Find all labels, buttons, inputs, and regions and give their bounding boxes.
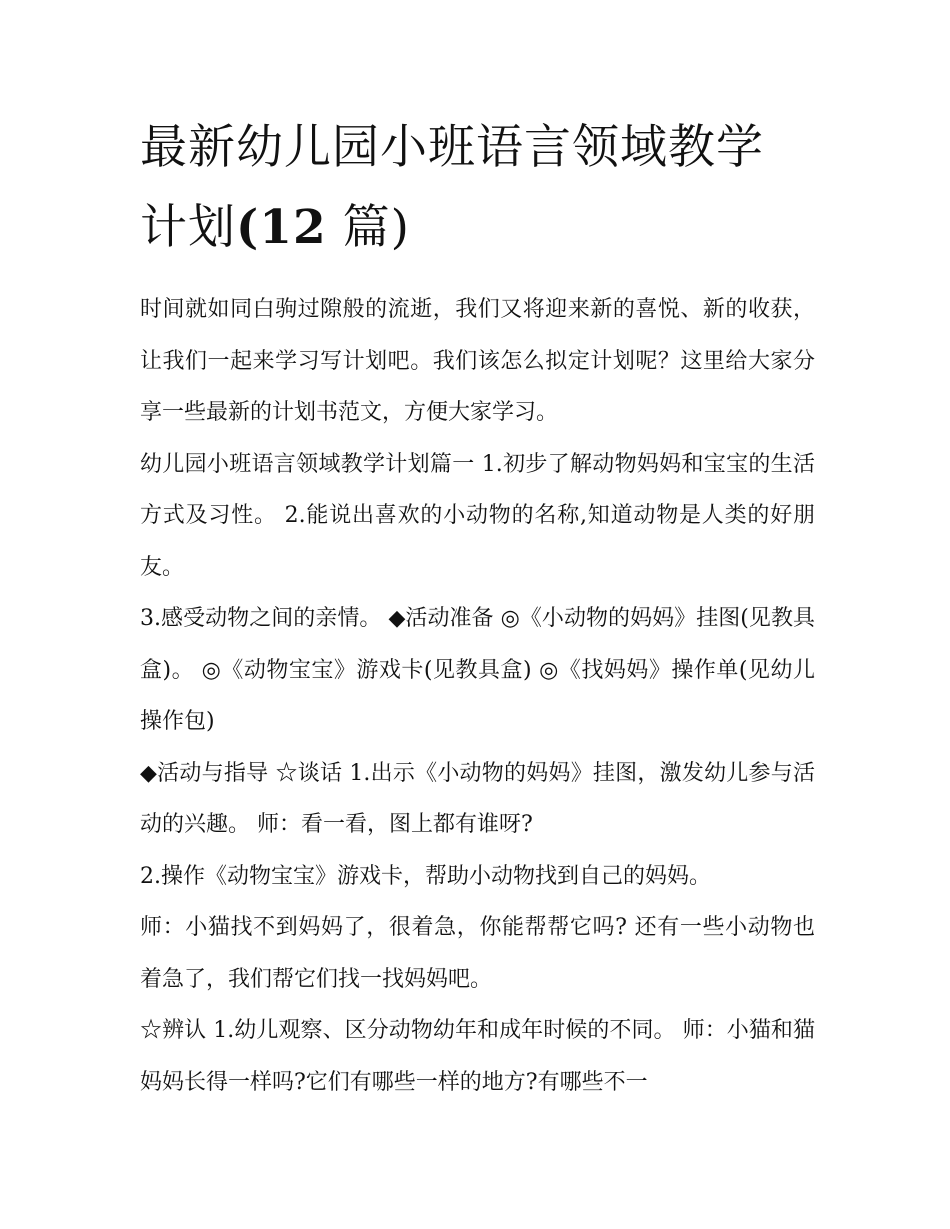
game-card-paragraph: 2.操作《动物宝宝》游戏卡，帮助小动物找到自己的妈妈。 xyxy=(140,863,711,889)
identify-paragraph: ☆辨认 1.幼儿观察、区分动物幼年和成年时候的不同。 师：小猫和猫妈妈长得一样吗?它们有哪些一样的地方?有哪些不一 xyxy=(140,1018,815,1095)
activity-guide-paragraph: ◆活动与指导 ☆谈话 1.出示《小动物的妈妈》挂图，激发幼儿参与活动的兴趣。 师：看一看，图上都有谁呀? xyxy=(140,760,815,837)
title-line-2-count: (12 xyxy=(236,200,327,255)
title-line-1: 最新幼儿园小班语言领域教学 xyxy=(140,120,764,175)
title-line-2-prefix: 计划 xyxy=(140,200,236,255)
document-page xyxy=(140,108,815,1108)
preparation-paragraph: 3.感受动物之间的亲情。 ◆活动准备 ◎《小动物的妈妈》挂图(见教具盒)。 ◎《动物宝宝》游戏卡(见教具盒) ◎《找妈妈》操作单(见幼儿操作包) xyxy=(140,606,815,734)
goals-paragraph: 幼儿园小班语言领域教学计划篇一 1.初步了解动物妈妈和宝宝的生活方式及习性。 2.能说出喜欢的小动物的名称,知道动物是人类的好朋友。 xyxy=(140,451,815,580)
document-body xyxy=(140,284,815,1108)
intro-paragraph: 时间就如同白驹过隙般的流逝，我们又将迎来新的喜悦、新的收获，让我们一起来学习写计划吧。我们该怎么拟定计划呢？这里给大家分享一些最新的计划书范文，方便大家学习。 xyxy=(140,297,815,425)
title-line-2-suffix: 篇) xyxy=(326,200,410,255)
document-title xyxy=(140,108,815,268)
teacher-dialog-paragraph: 师：小猫找不到妈妈了，很着急，你能帮帮它吗? 还有一些小动物也着急了，我们帮它们找一找妈妈吧。 xyxy=(140,915,815,992)
